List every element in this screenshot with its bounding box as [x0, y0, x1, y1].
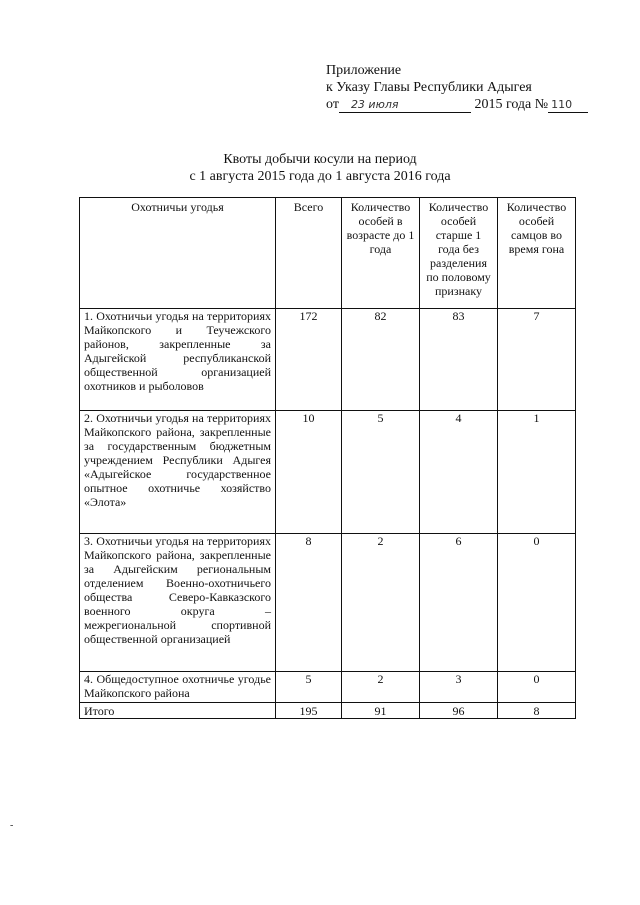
header-over-1-year: Количество особей старше 1 года без разделения по половому признаку	[420, 198, 498, 309]
row-total: 5	[276, 672, 342, 703]
totals-over-1: 96	[420, 703, 498, 719]
table-row	[80, 534, 576, 672]
row-name: 4. Общедоступное охотничье угодье Майкопского района	[80, 672, 276, 703]
table-row	[80, 411, 576, 534]
totals-total: 195	[276, 703, 342, 719]
row-name: 3. Охотничьи угодья на территориях Майкопского района, закрепленные за Адыгейским региональным отделением Военно-охотничьего общества Северо-Кавказского военного округа – межрегиональной спортивной общественной организацией	[80, 534, 276, 672]
totals-label: Итого	[80, 703, 276, 719]
stray-mark: -	[10, 820, 14, 831]
title-line-1: Квоты добычи косули на период	[223, 152, 417, 167]
header-under-1-year: Количество особей в возрасте до 1 года	[342, 198, 420, 309]
totals-males: 8	[498, 703, 576, 719]
row-over-1: 4	[420, 411, 498, 534]
quota-table	[79, 197, 576, 719]
totals-under-1: 91	[342, 703, 420, 719]
header-males-rut: Количество особей самцов во время гона	[498, 198, 576, 309]
title-line-2: с 1 августа 2015 года до 1 августа 2016 года	[189, 169, 451, 184]
row-over-1: 3	[420, 672, 498, 703]
appendix-label: Приложение	[326, 63, 402, 78]
table-row	[80, 672, 576, 703]
handwritten-number: 110	[551, 98, 573, 111]
row-males: 0	[498, 534, 576, 672]
row-under-1: 5	[342, 411, 420, 534]
decree-date-line	[326, 96, 588, 113]
handwritten-date: 23 июля	[350, 98, 399, 111]
decree-reference: к Указу Главы Республики Адыгея	[326, 80, 532, 95]
row-males: 1	[498, 411, 576, 534]
row-males: 0	[498, 672, 576, 703]
date-blank	[339, 98, 471, 113]
row-under-1: 2	[342, 672, 420, 703]
row-total: 172	[276, 309, 342, 411]
row-under-1: 2	[342, 534, 420, 672]
row-over-1: 83	[420, 309, 498, 411]
header-total: Всего	[276, 198, 342, 309]
year-number-label: 2015 года №	[474, 97, 549, 112]
appendix-header	[326, 62, 588, 113]
date-prefix: от	[326, 97, 339, 112]
header-hunting-grounds: Охотничьи угодья	[80, 198, 276, 309]
row-over-1: 6	[420, 534, 498, 672]
table-header-row	[80, 198, 576, 309]
row-name: 1. Охотничьи угодья на территориях Майкопского и Теучежского районов, закрепленные за Адыгейской республиканской общественной организацией охотников и рыболовов	[80, 309, 276, 411]
row-total: 10	[276, 411, 342, 534]
document-title	[0, 151, 640, 185]
row-name: 2. Охотничьи угодья на территориях Майкопского района, закрепленные за государственным бюджетным учреждением Республики Адыгея «Адыгейское государственное опытное охотничье хозяйство «Элота»	[80, 411, 276, 534]
table-row	[80, 309, 576, 411]
number-blank	[548, 98, 588, 113]
totals-row	[80, 703, 576, 719]
row-under-1: 82	[342, 309, 420, 411]
row-males: 7	[498, 309, 576, 411]
row-total: 8	[276, 534, 342, 672]
